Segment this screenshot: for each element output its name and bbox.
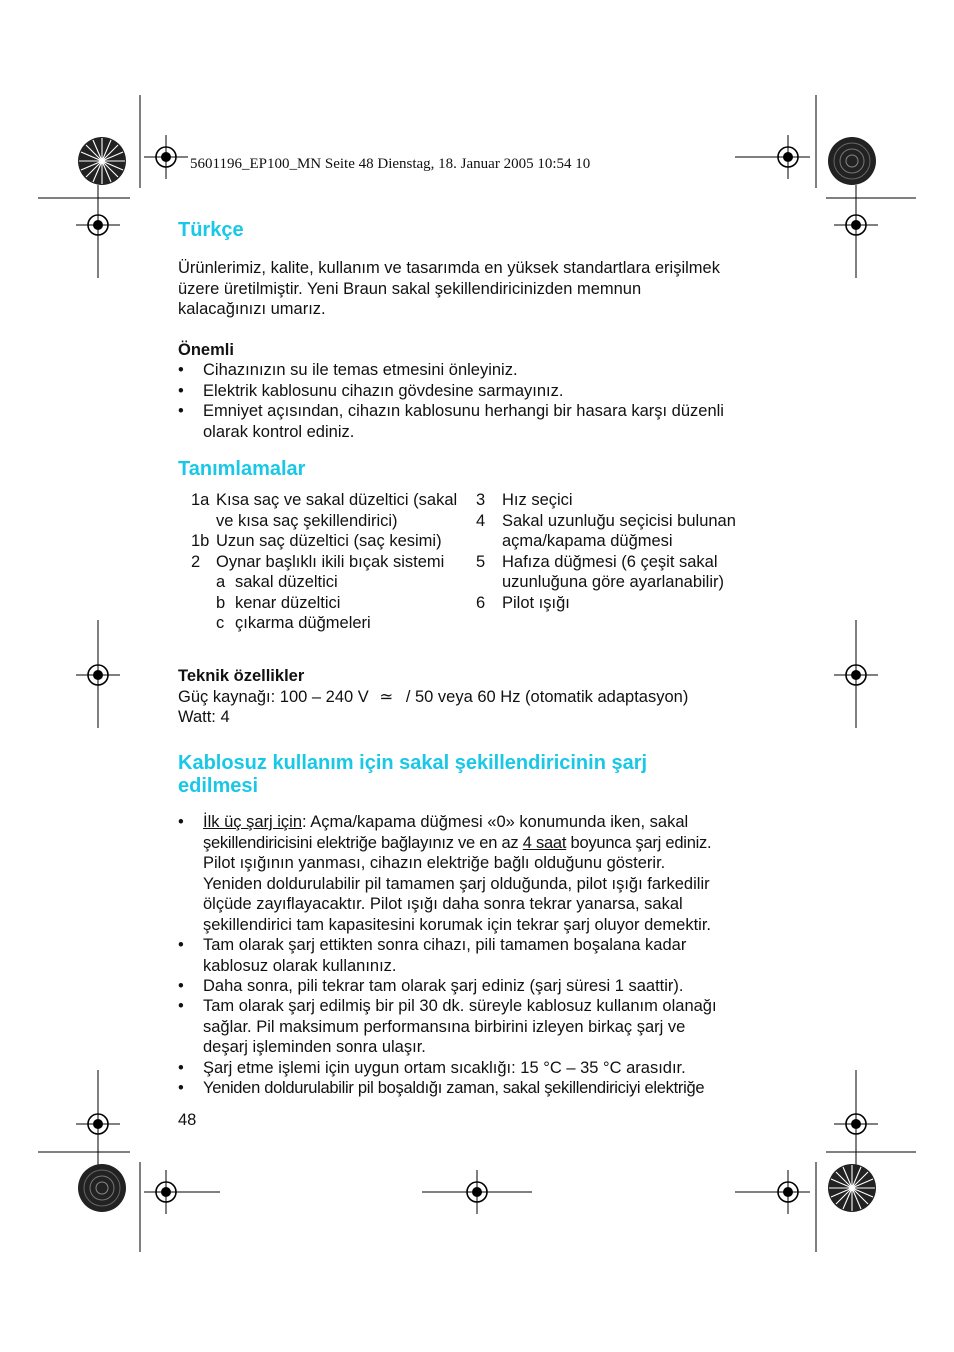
list-item-line: şekillendirici tam kapasitesini korumak için tekrar şarj oluyor demektir. xyxy=(203,915,712,934)
underlined-text: 4 saat xyxy=(522,833,567,852)
bullet: • xyxy=(178,402,184,420)
power-spec xyxy=(178,687,688,708)
list-item-line: Tam olarak şarj edilmiş bir pil 30 dk. süreyle kablosuz kullanım olanağı xyxy=(203,997,717,1015)
sub-part-label: çıkarma düğmeleri xyxy=(235,614,371,632)
ac-dc-symbol: ≃ xyxy=(379,688,394,706)
part-label: Kısa saç ve sakal düzeltici (sakal xyxy=(216,491,458,509)
underlined-text: İlk üç şarj için xyxy=(203,813,303,831)
text-segment: şekillendiricisini elektriğe bağlayınız ve en az xyxy=(203,833,523,852)
sub-part-letter: c xyxy=(216,614,225,632)
bullet: • xyxy=(178,977,184,995)
sub-part-letter: a xyxy=(216,573,226,591)
part-label: Uzun saç düzeltici (saç kesimi) xyxy=(216,532,442,550)
part-number: 4 xyxy=(476,512,486,530)
bullet: • xyxy=(178,1059,184,1077)
list-item-line: kablosuz olarak kullanınız. xyxy=(203,956,397,975)
part-label: açma/kapama düğmesi xyxy=(502,532,673,550)
list-item-line xyxy=(203,812,711,833)
list-item-line: Pilot ışığının yanması, cihazın elektriğe bağlı olduğunu gösterir. xyxy=(203,854,666,872)
list-item-line: Yeniden doldurulabilir pil tamamen şarj olduğunda, pilot ışığı farkedilir xyxy=(203,874,710,893)
part-label: uzunluğuna göre ayarlanabilir) xyxy=(502,573,724,591)
part-number: 6 xyxy=(476,594,486,612)
page-number: 48 xyxy=(178,1111,197,1129)
heading-sarj-line: edilmesi xyxy=(178,775,259,797)
part-label: Pilot ışığı xyxy=(502,594,570,612)
text-segment: : Açma/kapama düğmesi «0» konumunda iken, sakal xyxy=(302,813,689,831)
part-number: 1a xyxy=(191,491,210,509)
list-item-line: ölçüde zayıflayacaktır. Pilot ışığı daha sonra tekrar yanarsa, sakal xyxy=(203,895,683,913)
part-label: Hafıza düğmesi (6 çeşit sakal xyxy=(502,553,718,571)
list-item-text xyxy=(203,996,717,1058)
list-item-text: Yeniden doldurulabilir pil boşaldığı zaman, sakal şekillendiriciyi elektriğe xyxy=(203,1079,705,1097)
watt-spec: Watt: 4 xyxy=(178,708,230,726)
power-spec-prefix: Güç kaynağı: 100 – 240 V xyxy=(178,688,369,706)
heading-sarj-line: Kablosuz kullanım için sakal şekillendiricinin şarj xyxy=(178,752,648,774)
bullet: • xyxy=(178,382,184,400)
power-spec-suffix: / 50 veya 60 Hz (otomatik adaptasyon) xyxy=(405,688,689,706)
list-item-text: Cihazınızın su ile temas etmesini önleyiniz. xyxy=(203,361,518,379)
list-item-line: Emniyet açısından, cihazın kablosunu herhangi bir hasara karşı düzenli xyxy=(203,402,724,420)
intro-line: kalacağınızı umarız. xyxy=(178,300,326,318)
intro-line: üzere üretilmiştir. Yeni Braun sakal şekillendiricinizden memnun xyxy=(178,279,642,298)
intro-line: Ürünlerimiz, kalite, kullanım ve tasarımda en yüksek standartlara erişilmek xyxy=(178,259,720,277)
part-label: Oynar başlıklı ikili bıçak sistemi xyxy=(216,553,445,571)
heading-tanimlamalar: Tanımlamalar xyxy=(178,458,306,480)
bullet: • xyxy=(178,361,184,379)
list-item-text: Daha sonra, pili tekrar tam olarak şarj ediniz (şarj süresi 1 saattir). xyxy=(203,977,684,995)
list-item-line: olarak kontrol ediniz. xyxy=(203,422,355,441)
list-item-line: deşarj işleminden sonra ulaşır. xyxy=(203,1038,426,1056)
sub-part-label: sakal düzeltici xyxy=(235,573,338,591)
sub-part-label: kenar düzeltici xyxy=(235,594,341,612)
part-number: 5 xyxy=(476,553,486,571)
print-header: 5601196_EP100_MN Seite 48 Dienstag, 18. Januar 2005 10:54 10 xyxy=(190,156,591,172)
part-number: 3 xyxy=(476,491,486,509)
heading-turkce: Türkçe xyxy=(178,219,244,241)
list-item-line: sağlar. Pil maksimum performansına birbirini izleyen birkaç şarj ve xyxy=(203,1017,686,1036)
part-number: 1b xyxy=(191,532,210,550)
list-item-text xyxy=(203,812,711,935)
intro-paragraph xyxy=(178,258,778,320)
list-item-text: Şarj etme işlemi için uygun ortam sıcaklığı: 15 °C – 35 °C arasıdır. xyxy=(203,1059,686,1077)
list-item-text xyxy=(203,935,686,976)
heading-sarj xyxy=(178,752,647,798)
bullet: • xyxy=(178,813,184,831)
list-item-line xyxy=(203,833,711,854)
part-label: Hız seçici xyxy=(502,491,573,509)
sub-part-letter: b xyxy=(216,594,226,612)
heading-onemli: Önemli xyxy=(178,341,234,359)
part-label: ve kısa saç şekillendirici) xyxy=(216,512,398,530)
text-segment: boyunca şarj ediniz. xyxy=(566,833,712,852)
heading-teknik: Teknik özellikler xyxy=(178,667,305,685)
part-label: Sakal uzunluğu seçicisi bulunan xyxy=(502,512,736,530)
part-number: 2 xyxy=(191,553,201,571)
bullet: • xyxy=(178,997,184,1015)
list-item-line: Tam olarak şarj ettikten sonra cihazı, pili tamamen boşalana kadar xyxy=(203,936,687,954)
list-item-text xyxy=(203,401,724,442)
bullet: • xyxy=(178,1079,184,1097)
list-item-text: Elektrik kablosunu cihazın gövdesine sarmayınız. xyxy=(203,382,564,400)
bullet: • xyxy=(178,936,184,954)
